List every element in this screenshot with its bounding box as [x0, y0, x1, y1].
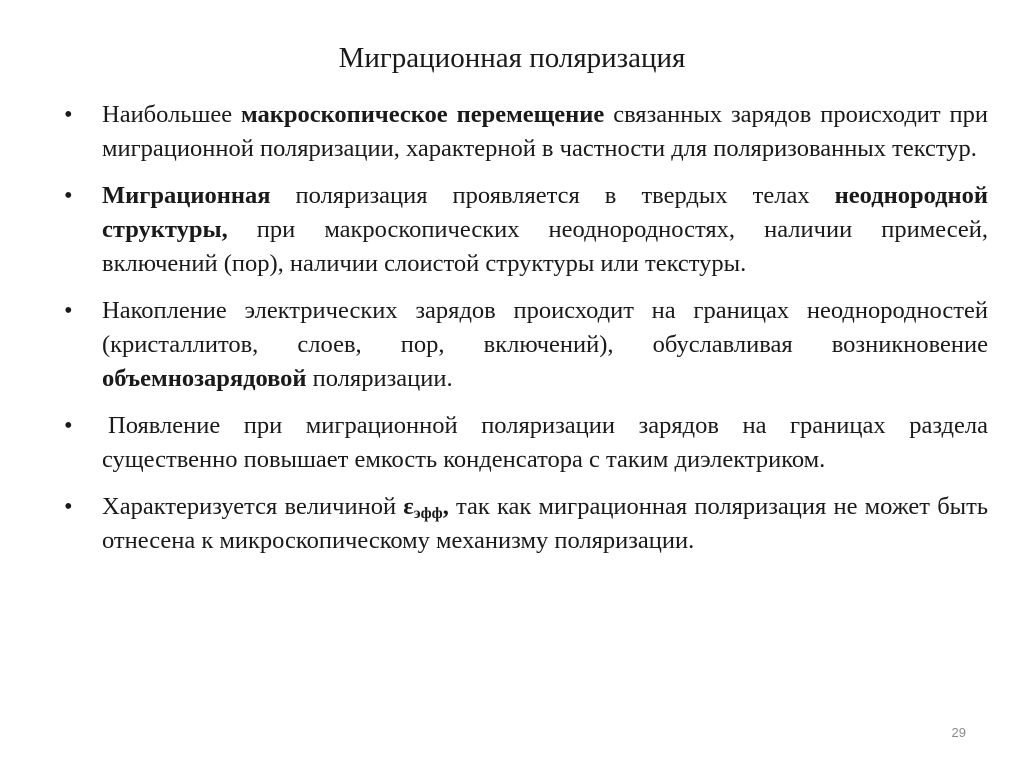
text-run: так как миграционная поляризация не может быть отнесена к микроскопическому механизму поляризации.	[102, 493, 989, 554]
bullet-dot: •	[64, 412, 73, 439]
bold-text-run: Миграционная	[102, 182, 271, 209]
bullet-text	[102, 490, 988, 558]
text-run: Накопление электрических зарядов происходит на границах неоднородностей (кристаллитов, слоев, пор, включений), обуславливая возникновение	[102, 297, 988, 358]
bullet-text	[102, 409, 988, 477]
epsilon-subscript	[414, 505, 443, 522]
bullet-item-macroscopic-displacement	[64, 98, 988, 166]
text-run: Характеризуется величиной	[102, 493, 404, 520]
bullet-item-heterogeneous-structure	[64, 179, 988, 281]
bullet-dot: •	[64, 493, 73, 520]
bullet-text	[102, 179, 988, 281]
text-run: Наибольшее	[102, 101, 241, 128]
bullet-text	[102, 98, 988, 166]
bullet-item-charge-accumulation	[64, 294, 988, 396]
text-run: связанных зарядов происходит при миграционной поляризации, характерной в частности для поляризованных текстур.	[102, 101, 988, 162]
text-run: Появление при миграционной поляризации зарядов на границах раздела существенно повышает емкость конденсатора с таким диэлектриком.	[102, 412, 988, 473]
bullet-item-capacitance-increase	[64, 409, 988, 477]
bold-text-run: объемнозарядовой	[102, 365, 307, 392]
epsilon-subscript-text: эфф	[413, 505, 443, 522]
bullet-dot: •	[64, 182, 73, 209]
bold-text-run: неоднородной структуры,	[102, 182, 988, 243]
bold-comma: ,	[442, 493, 449, 520]
slide-title: Миграционная поляризация	[338, 42, 686, 74]
bullet-dot: •	[64, 101, 73, 128]
text-run: при макроскопических неоднородностях, наличии примесей, включений (пор), наличии слоистой структуры или текстуры.	[102, 216, 988, 277]
bullet-list	[64, 98, 988, 571]
bullet-text	[102, 294, 988, 396]
bullet-dot: •	[64, 297, 73, 324]
epsilon-symbol: ε	[403, 493, 414, 520]
text-run: поляризации.	[306, 365, 453, 392]
bullet-item-effective-permittivity	[64, 490, 988, 558]
bold-text-run: макроскопическое перемещение	[240, 101, 605, 128]
text-run: поляризация проявляется в твердых телах	[270, 182, 835, 209]
page-number: 29	[951, 725, 966, 740]
